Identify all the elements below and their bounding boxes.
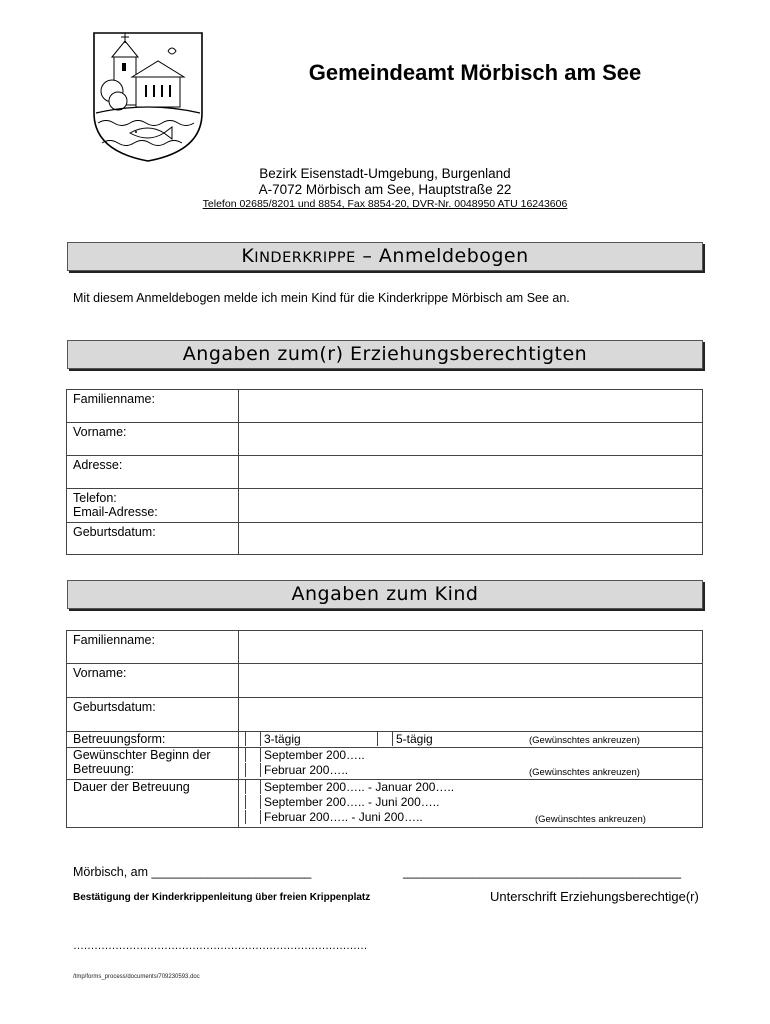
guardian-phone-label: Telefon: [73, 491, 117, 505]
address-line-district: Bezirk Eisenstadt-Umgebung, Burgenland [259, 166, 511, 181]
intro-text: Mit diesem Anmeldebogen melde ich mein Kind für die Kinderkrippe Mörbisch am See an. [73, 291, 570, 305]
guardian-email-label: Email-Adresse: [73, 505, 158, 519]
guardian-firstname-label: Vorname: [67, 423, 239, 456]
place-date-field[interactable]: Mörbisch, am _______________________ [73, 865, 312, 879]
care-5day-checkbox[interactable] [377, 732, 393, 746]
start-february-checkbox[interactable] [245, 763, 261, 777]
guardian-phone-email-label [67, 489, 239, 523]
start-february-label: Februar 200….. [264, 763, 349, 777]
duration-hint: (Gewünschtes ankreuzen) [535, 814, 646, 825]
section-heading-child: Angaben zum Kind [67, 580, 703, 609]
contact-line: Telefon 02685/8201 und 8854, Fax 8854-20, DVR-Nr. 0048950 ATU 16243606 [202, 198, 568, 210]
duration-label: Dauer der Betreuung [67, 780, 239, 828]
section-heading-guardian: Angaben zum(r) Erziehungsberechtigten [67, 340, 703, 369]
duration-feb-jun-label: Februar 200….. - Juni 200….. [264, 810, 423, 824]
guardian-address-field[interactable] [239, 456, 703, 489]
guardian-lastname-label: Familienname: [67, 390, 239, 423]
guardian-firstname-field[interactable] [239, 423, 703, 456]
duration-sep-jun-label: September 200….. - Juni 200….. [264, 795, 440, 809]
start-options [239, 748, 703, 780]
child-lastname-field[interactable] [239, 631, 703, 664]
start-hint: (Gewünschtes ankreuzen) [529, 767, 640, 778]
form-title-rest: – Anmeldebogen [355, 245, 529, 267]
form-title-initial: K [241, 245, 255, 267]
care-3day-label: 3-tägig [264, 732, 301, 746]
form-title-banner [67, 242, 703, 271]
signature-label: Unterschrift Erziehungsberechtige(r) [490, 889, 699, 904]
form-title-smallcaps: INDERKRIPPE [254, 250, 356, 266]
address-line-street: A-7072 Mörbisch am See, Hauptstraße 22 [258, 182, 512, 197]
file-path: /tmp/forms_process/documents/709230593.doc [73, 974, 200, 980]
duration-sep-jan-checkbox[interactable] [245, 780, 261, 794]
child-birthdate-field[interactable] [239, 698, 703, 732]
guardian-address-label: Adresse: [67, 456, 239, 489]
start-label: Gewünschter Beginn der Betreuung: [67, 748, 239, 780]
care-type-label: Betreuungsform: [67, 732, 239, 748]
guardian-lastname-field[interactable] [239, 390, 703, 423]
child-lastname-label: Familienname: [67, 631, 239, 664]
care-type-options [239, 732, 703, 748]
duration-options [239, 780, 703, 828]
duration-feb-jun-checkbox[interactable] [245, 810, 261, 824]
care-3day-checkbox[interactable] [245, 732, 261, 746]
confirmation-label: Bestätigung der Kinderkrippenleitung über freien Krippenplatz [73, 892, 371, 903]
child-firstname-field[interactable] [239, 664, 703, 698]
start-september-checkbox[interactable] [245, 748, 261, 762]
duration-sep-jan-label: September 200….. - Januar 200….. [264, 780, 455, 794]
leader-signature-line[interactable]: ………………………………………………………………………… [73, 940, 367, 952]
guardian-birthdate-label: Geburtsdatum: [67, 523, 239, 555]
child-table [66, 630, 703, 828]
duration-sep-jun-checkbox[interactable] [245, 795, 261, 809]
guardian-birthdate-field[interactable] [239, 523, 703, 555]
page-title: Gemeindeamt Mörbisch am See [308, 60, 642, 85]
guardian-table [66, 389, 703, 555]
start-september-label: September 200….. [264, 748, 365, 762]
signature-field[interactable]: ________________________________________ [403, 865, 682, 879]
care-hint: (Gewünschtes ankreuzen) [529, 735, 640, 746]
child-firstname-label: Vorname: [67, 664, 239, 698]
child-birthdate-label: Geburtsdatum: [67, 698, 239, 732]
care-5day-label: 5-tägig [396, 732, 433, 746]
municipal-crest-logo [92, 31, 204, 163]
guardian-phone-email-field[interactable] [239, 489, 703, 523]
